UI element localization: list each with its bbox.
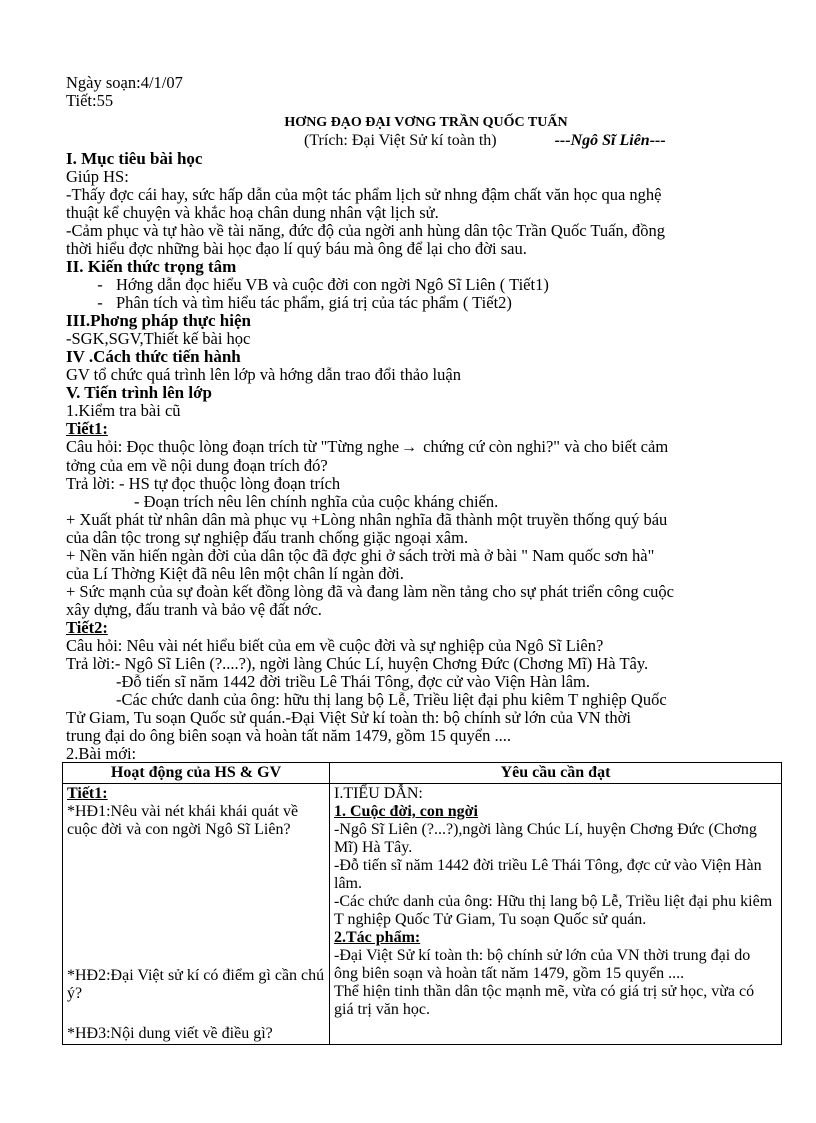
requirement-text: -Ngô Sĩ Liên (?...?),ngời làng Chúc Lí, huyện Chơng Đức (Chơng Mĩ) Hà Tây. <box>334 821 757 856</box>
text-line: GV tổ chức quá trình lên lớp và hớng dẫn trao đổi thảo luận <box>66 365 461 384</box>
question-text: chứng cứ còn nghi?" và cho biết cảm <box>419 437 669 456</box>
answer-line: - Đoạn trích nêu lên chính nghĩa của cuộc kháng chiến. <box>134 492 499 511</box>
section-4-heading: IV .Cách thức tiến hành <box>66 347 241 366</box>
question-line <box>66 438 756 457</box>
intro-heading: I.TIỂU DẪN: <box>334 785 423 802</box>
text-line: Giúp HS: <box>66 167 129 186</box>
section-3-heading: III.Phơng pháp thực hiện <box>66 311 251 330</box>
answer-line: trung đại do ông biên soạn và hoàn tất năm 1479, gồm 15 quyển .... <box>66 726 511 745</box>
document-body <box>66 74 756 763</box>
question-text: Câu hỏi: Đọc thuộc lòng đoạn trích từ "Từng nghe <box>66 437 400 456</box>
period-2-label: Tiết2: <box>66 618 108 637</box>
table-row <box>63 784 782 1045</box>
table-header-row <box>63 763 782 784</box>
text-line: thời hiểu đợc những bài học đạo lí quý báu mà ông để lại cho đời sau. <box>66 239 527 258</box>
bullet-text: Phân tích và tìm hiểu tác phẩm, giá trị của tác phẩm ( Tiết2) <box>116 293 512 312</box>
bullet-item: - Phân tích và tìm hiểu tác phẩm, giá trị của tác phẩm ( Tiết2) <box>97 293 512 312</box>
column-header: Hoạt động của HS & GV <box>63 763 330 784</box>
author-name: ---Ngô Sĩ Liên--- <box>554 132 666 149</box>
column-header: Yêu cầu cần đạt <box>330 763 782 784</box>
activity-2: *HĐ2:Đại Việt sử kí có điểm gì cần chú ý? <box>67 967 325 1002</box>
requirement-text: -Đại Việt Sử kí toàn th: bộ chính sử lớn của VN thời trung đại do ông biên soạn và hoàn tất năm 1479, gồm 15 quyển .... <box>334 947 751 982</box>
requirement-text: Thể hiện tinh thần dân tộc mạnh mẽ, vừa có giá trị sử học, vừa có giá trị văn học. <box>334 983 755 1018</box>
answer-line: Trả lời:- Ngô Sĩ Liên (?....?), ngời làng Chúc Lí, huyện Chơng Đức (Chơng Mĩ) Hà Tây. <box>66 654 649 673</box>
subheading-work: 2.Tác phẩm: <box>334 929 421 946</box>
period-1-label: Tiết1: <box>66 419 108 438</box>
section-2-heading: II. Kiến thức trọng tâm <box>66 257 237 276</box>
text-line: -Thấy đợc cái hay, sức hấp dẫn của một tác phẩm lịch sử nhng đậm chất văn học qua nghệ <box>66 185 662 204</box>
text-line: của dân tộc trong sự nghiệp đấu tranh chống giặc ngoại xâm. <box>66 528 469 547</box>
answer-line: -Đỗ tiến sĩ năm 1442 đời triều Lê Thái Tông, đợc cử vào Viện Hàn lâm. <box>116 672 591 691</box>
text-line: + Nền văn hiến ngàn đời của dân tộc đã đợc ghi ở sách trời mà ở bài " Nam quốc sơn hà" <box>66 546 655 565</box>
section-5-heading: V. Tiến trình lên lớp <box>66 383 212 402</box>
question-line: Câu hỏi: Nêu vài nét hiểu biết của em về cuộc đời và sự nghiệp của Ngô Sĩ Liên? <box>66 636 604 655</box>
text-line: + Xuất phát từ nhân dân mà phục vụ +Lòng nhân nghĩa đã thành một truyền thống quý báu <box>66 510 668 529</box>
activity-cell <box>63 784 330 1045</box>
activity-1: *HĐ1:Nêu vài nét khái khái quát về cuộc đời và con ngời Ngô Sĩ Liên? <box>67 803 299 838</box>
answer-line: -Các chức danh của ông: hữu thị lang bộ Lễ, Triều liệt đại phu kiêm T nghiệp Quốc <box>116 690 667 709</box>
document-title: HƠNG ĐẠO ĐẠI VƠNG TRẦN QUỐC TUẤN <box>284 115 568 130</box>
arrow-right-icon: → <box>401 439 418 456</box>
text-line: -Cảm phục và tự hào về tài năng, đức độ của ngời anh hùng dân tộc Trần Quốc Tuấn, đồng <box>66 221 665 240</box>
requirement-text: -Đỗ tiến sĩ năm 1442 đời triều Lê Thái Tông, đợc cử vào Viện Hàn lâm. <box>334 857 762 892</box>
text-line: 1.Kiểm tra bài cũ <box>66 401 181 420</box>
spacer <box>67 839 325 967</box>
period-1-label: Tiết1: <box>67 785 108 802</box>
lesson-line: Tiết:55 <box>66 91 114 110</box>
text-line: tởng của em về nội dung đoạn trích đó? <box>66 456 328 475</box>
activity-table <box>62 762 782 1045</box>
text-line: của Lí Thờng Kiệt đã nêu lên một chân lí ngàn đời. <box>66 564 404 583</box>
source-note: (Trích: Đại Việt Sử kí toàn th) <box>304 132 497 149</box>
date-line: Ngày soạn:4/1/07 <box>66 73 183 92</box>
text-line: thuật kể chuyện và khắc hoạ chân dung nhân vật lịch sử. <box>66 203 439 222</box>
activity-3: *HĐ3:Nội dung viết về điều gì? <box>67 1025 273 1042</box>
source-row <box>66 132 756 150</box>
subheading-life: 1. Cuộc đời, con ngời <box>334 803 478 820</box>
answer-line: Tử Giam, Tu soạn Quốc sử quán.-Đại Việt Sử kí toàn th: bộ chính sử lớn của VN thời <box>66 708 631 727</box>
spacer <box>67 1003 325 1025</box>
requirement-cell <box>330 784 782 1045</box>
text-line: xây dựng, đấu tranh và bảo vệ đất nớc. <box>66 600 322 619</box>
bullet-text: Hớng dẫn đọc hiểu VB và cuộc đời con ngời Ngô Sĩ Liên ( Tiết1) <box>116 275 549 294</box>
text-line: + Sức mạnh của sự đoàn kết đồng lòng đã và đang làm nền tảng cho sự phát triển công cuộc <box>66 582 674 601</box>
new-lesson-label: 2.Bài mới: <box>66 744 137 763</box>
requirement-text: -Các chức danh của ông: Hữu thị lang bộ Lễ, Triều liệt đại phu kiêm T nghiệp Quốc Tử Giam, Tu soạn Quốc sử quán. <box>334 893 773 928</box>
section-1-heading: I. Mục tiêu bài học <box>66 149 203 168</box>
bullet-item: - Hớng dẫn đọc hiểu VB và cuộc đời con ngời Ngô Sĩ Liên ( Tiết1) <box>97 275 549 294</box>
text-line: -SGK,SGV,Thiết kế bài học <box>66 329 251 348</box>
answer-line: Trả lời: - HS tự đọc thuộc lòng đoạn trích <box>66 474 341 493</box>
